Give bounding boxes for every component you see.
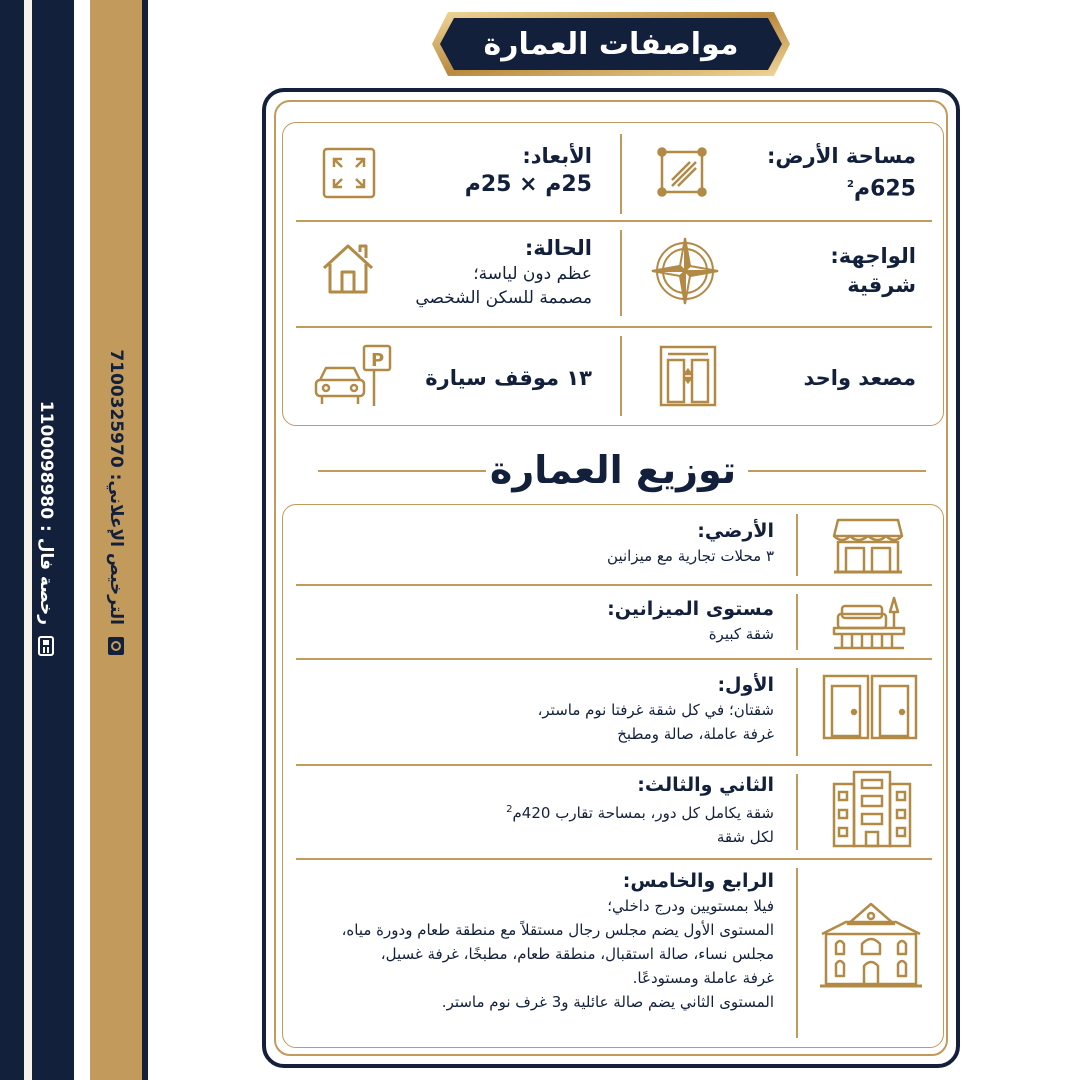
dist-col-divider-2 — [796, 594, 798, 650]
floor-ground — [294, 518, 774, 568]
floor-second-third-line1: شقة يكامل كل دور، بمساحة تقارب 420م$^2$ — [506, 804, 774, 822]
expand-dimensions-icon — [322, 147, 376, 203]
condition-label: الحالة: — [524, 236, 592, 260]
floor-fourth-fifth — [274, 868, 774, 1014]
floor-first-line2: غرفة عاملة، صالة ومطبخ — [617, 725, 774, 743]
facade-cell — [716, 242, 916, 300]
floor-ground-title: الأرضي: — [697, 520, 774, 542]
ad-license — [105, 349, 127, 657]
storefront-icon — [832, 516, 904, 580]
ad-license-text: الترخيص الإعلاني: 7100325970 — [106, 349, 126, 625]
license-card-icon — [35, 635, 57, 657]
land-area-cell — [716, 142, 916, 204]
left-stripe-light — [24, 0, 32, 1080]
floor-fourth-fifth-line1: فيلا بمستويين ودرج داخلي؛ — [607, 897, 774, 915]
specs-divider-col-r3 — [620, 336, 622, 416]
dist-divider-2 — [296, 658, 932, 660]
sofa-balcony-icon — [832, 594, 906, 654]
floor-first — [294, 672, 774, 746]
dimensions-value: 25م × 25م — [464, 172, 592, 197]
double-door-icon — [822, 672, 918, 744]
floor-ground-line1: ٣ محلات تجارية مع ميزانين — [607, 547, 774, 565]
specs-divider-row2 — [296, 326, 932, 328]
floor-mezzanine-line1: شقة كبيرة — [708, 625, 774, 643]
dist-col-divider-4 — [796, 774, 798, 850]
floor-fourth-fifth-line3: مجلس نساء، صالة استقبال، منطقة طعام، مطبخًا، غرفة غسيل، — [380, 945, 774, 963]
dist-divider-3 — [296, 764, 932, 766]
left-stripe-navy — [0, 0, 24, 1080]
dimensions-label: الأبعاد: — [522, 144, 592, 168]
elevator-label: مصعد واحد — [803, 366, 916, 390]
distribution-heading — [282, 440, 944, 500]
land-area-icon — [654, 144, 710, 204]
left-stripe-white — [74, 0, 90, 1080]
parking-label: ١٣ موقف سيارة — [425, 366, 592, 390]
specs-divider-col-r1 — [620, 134, 622, 214]
floor-second-third-line2: لكل شقة — [716, 828, 774, 846]
house-icon — [320, 242, 376, 300]
dist-divider-4 — [296, 858, 932, 860]
land-area-value: 625م$^2$ — [846, 176, 916, 202]
land-area-label: مساحة الأرض: — [766, 144, 916, 168]
left-stripe-navy-thin — [142, 0, 148, 1080]
condition-line2: مصممة للسكن الشخصي — [415, 288, 592, 308]
elevator-cell — [716, 364, 916, 392]
dist-col-divider-3 — [796, 668, 798, 756]
page-title: مواصفات العمارة — [483, 26, 739, 62]
villa-icon — [818, 900, 924, 994]
svg-text:P: P — [371, 350, 385, 371]
dist-col-divider-5 — [796, 868, 798, 1038]
distribution-title: توزيع العمارة — [489, 448, 737, 492]
floor-fourth-fifth-line2: المستوى الأول يضم مجلس رجال مستقلاً مع منطقة طعام ودورة مياه، — [341, 921, 774, 939]
floor-mezzanine — [294, 596, 774, 646]
floor-mezzanine-title: مستوى الميزانين: — [607, 598, 774, 620]
dimensions-cell — [392, 142, 592, 200]
specs-divider-row1 — [296, 220, 932, 222]
floor-first-title: الأول: — [717, 674, 774, 696]
condition-line1: عظم دون لياسة؛ — [473, 264, 592, 284]
specs-divider-col-r2 — [620, 230, 622, 316]
floor-fourth-fifth-line4: غرفة عاملة ومستودعًا. — [632, 969, 774, 987]
apartment-building-icon — [830, 770, 914, 854]
header-plate — [428, 8, 794, 80]
compass-icon — [650, 236, 720, 310]
parking-cell — [372, 364, 592, 392]
facade-value: شرقية — [847, 273, 916, 297]
dist-col-divider-1 — [796, 514, 798, 576]
fal-license-text: رخصة فال : 1100098980 — [36, 400, 56, 625]
elevator-icon — [658, 344, 718, 412]
floor-second-third-title: الثاني والثالث: — [637, 774, 774, 796]
facade-label: الواجهة: — [830, 244, 916, 268]
floor-second-third — [294, 772, 774, 849]
floor-fourth-fifth-line5: المستوى الثاني يضم صالة عائلية و3 غرف نوم ماستر. — [441, 993, 774, 1011]
fal-license — [35, 397, 57, 657]
condition-cell — [352, 234, 592, 310]
ad-license-icon — [105, 635, 127, 657]
floor-fourth-fifth-title: الرابع والخامس: — [622, 870, 774, 892]
floor-first-line1: شقتان؛ في كل شقة غرفتا نوم ماستر، — [537, 701, 774, 719]
dist-divider-1 — [296, 584, 932, 586]
car-parking-icon — [312, 344, 394, 414]
